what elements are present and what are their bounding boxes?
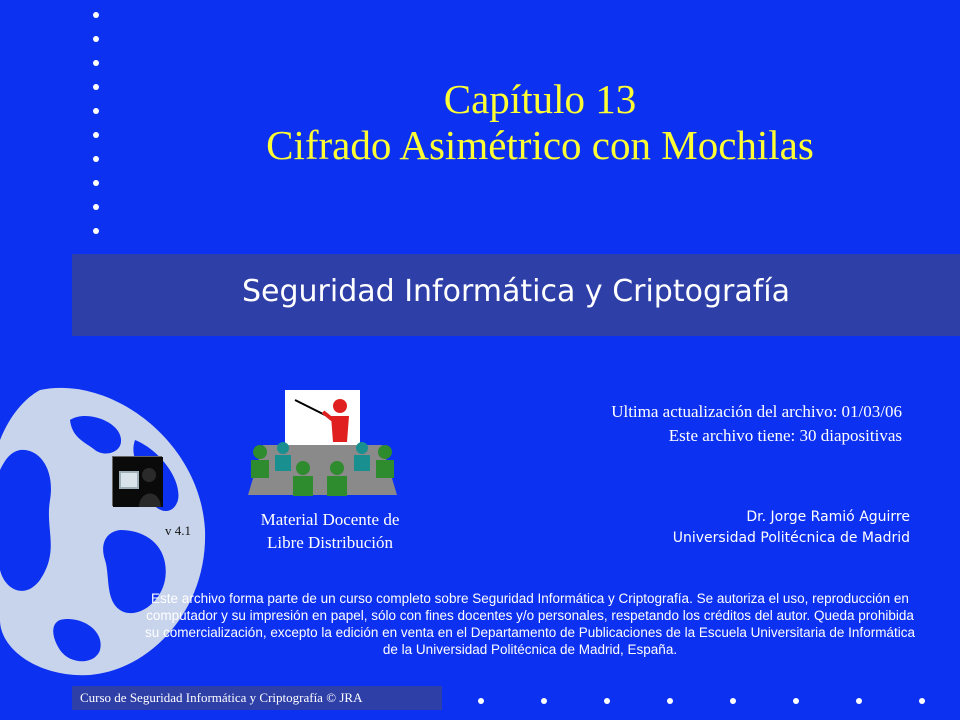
title-topic: Cifrado Asimétrico con Mochilas	[266, 122, 814, 168]
material-line2: Libre Distribución	[266, 533, 394, 552]
material-line1: Material Docente de	[260, 510, 400, 529]
material-label	[230, 508, 430, 554]
slide-title	[130, 76, 950, 168]
vertical-dots-decoration	[93, 12, 101, 242]
author-affiliation: Universidad Politécnica de Madrid	[672, 530, 910, 546]
author-name: Dr. Jorge Ramió Aguirre	[746, 509, 910, 525]
footer-text: Curso de Seguridad Informática y Criptografía © JRA	[80, 690, 363, 705]
title-chapter: Capítulo 13	[443, 76, 637, 122]
slide-count: Este archivo tiene: 30 diapositivas	[668, 426, 902, 445]
disclaimer-text: Este archivo forma parte de un curso completo sobre Seguridad Informática y Criptografía. Se autoriza el uso, reproducción en computador y su impresión en papel, sólo con fines docentes y/o personales, respetando los créditos del autor. Queda prohibida su comercialización, excepto la edición en venta en el Departamento de Publicaciones de la Escuela Universitaria de Informática de la Universidad Politécnica de Madrid, España.	[145, 591, 915, 657]
footer-band	[72, 686, 442, 710]
update-date: Ultima actualización del archivo: 01/03/06	[611, 402, 902, 421]
presentation-meeting-icon	[245, 390, 400, 500]
computer-user-photo	[112, 456, 162, 506]
version-label: v 4.1	[165, 523, 191, 538]
horizontal-dots-decoration	[470, 698, 940, 706]
course-title: Seguridad Informática y Criptografía	[241, 274, 791, 309]
author-info	[673, 507, 910, 549]
course-band	[72, 254, 960, 336]
update-info	[611, 400, 902, 448]
